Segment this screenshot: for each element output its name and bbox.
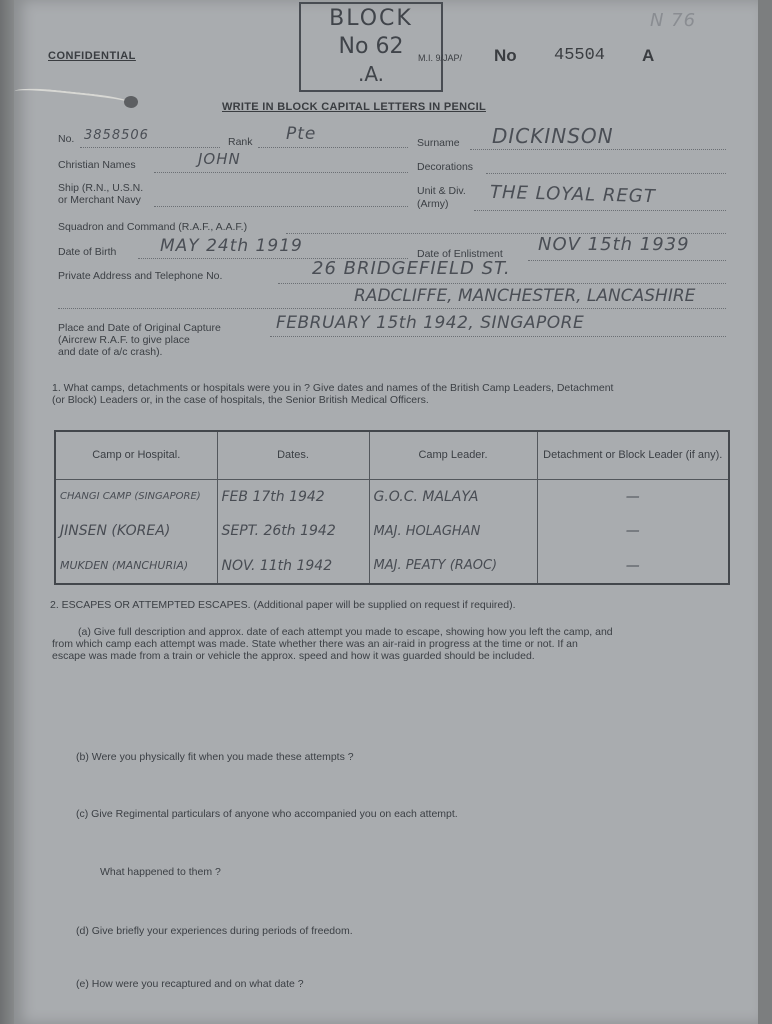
date-cell: SEPT. 26th 1942 — [217, 514, 369, 548]
unit-label-1: Unit & Div. — [417, 185, 466, 197]
rank-label: Rank — [228, 136, 253, 148]
enlistment-line — [528, 260, 726, 261]
address-label: Private Address and Telephone No. — [58, 270, 223, 282]
date-cell: FEB 17th 1942 — [217, 479, 369, 514]
corner-note: N 76 — [650, 10, 697, 31]
address-line-1 — [278, 283, 726, 284]
address-line-1-value: 26 BRIDGEFIELD ST. — [312, 258, 511, 279]
tag-string — [14, 86, 135, 112]
confidential-label: CONFIDENTIAL — [48, 50, 136, 62]
question-2e: (e) How were you recaptured and on what date ? — [76, 978, 304, 990]
rank-line — [258, 147, 408, 148]
stamp-letter: .A. — [357, 62, 385, 86]
column-header-camp: Camp or Hospital. — [55, 431, 217, 479]
block-capitals-instruction: WRITE IN BLOCK CAPITAL LETTERS IN PENCIL — [222, 101, 486, 113]
date-of-birth-label: Date of Birth — [58, 246, 117, 258]
block-stamp — [299, 2, 443, 92]
capture-label-1: Place and Date of Original Capture — [58, 322, 221, 334]
capture-line — [270, 336, 726, 337]
column-header-dates: Dates. — [217, 431, 369, 479]
form-number: 45504 — [554, 46, 606, 65]
question-2a-line-1: (a) Give full description and approx. date of each attempt you made to escape, showing how you left the camp, and — [78, 626, 613, 638]
table-header-row — [55, 431, 729, 479]
stamp-number: No 62 — [338, 34, 404, 59]
table-row — [55, 479, 729, 514]
service-number-label: No. — [58, 133, 75, 145]
camp-cell: JINSEN (KOREA) — [55, 514, 217, 548]
column-header-leader: Camp Leader. — [369, 431, 537, 479]
capture-value: FEBRUARY 15th 1942, SINGAPORE — [276, 313, 585, 333]
surname-label: Surname — [417, 137, 460, 149]
christian-names-value: JOHN — [198, 150, 241, 168]
surname-value: DICKINSON — [492, 124, 614, 148]
column-header-detachment: Detachment or Block Leader (if any). — [537, 431, 729, 479]
detachment-cell: — — [537, 479, 729, 514]
camps-table — [54, 430, 730, 585]
form-number-suffix: A — [642, 46, 655, 65]
enlistment-label: Date of Enlistment — [417, 248, 503, 260]
number-label: No — [494, 46, 517, 65]
question-2d: (d) Give briefly your experiences during periods of freedom. — [76, 925, 353, 937]
question-2a-line-3: escape was made from a train or vehicle the approx. speed and how it was guarded should be included. — [52, 650, 535, 662]
question-1-line-1: 1. What camps, detachments or hospitals were you in ? Give dates and names of the British Camp Leaders, Detachment — [52, 382, 614, 394]
decorations-line — [486, 173, 726, 174]
unit-line — [474, 210, 726, 211]
ship-line — [154, 206, 408, 207]
question-2c: (c) Give Regimental particulars of anyone who accompanied you on each attempt. — [76, 808, 458, 820]
address-line-2 — [58, 308, 726, 309]
leader-cell: MAJ. HOLAGHAN — [369, 514, 537, 548]
address-line-2-value: RADCLIFFE, MANCHESTER, LANCASHIRE — [354, 286, 696, 306]
table-row — [55, 514, 729, 548]
camp-cell: MUKDEN (MANCHURIA) — [55, 549, 217, 584]
decorations-label: Decorations — [417, 161, 474, 173]
tag-knot — [124, 96, 138, 108]
detachment-cell: — — [537, 514, 729, 548]
surname-line — [470, 149, 726, 150]
table-row — [55, 549, 729, 584]
date-of-birth-value: MAY 24th 1919 — [160, 236, 303, 256]
document-page — [14, 0, 758, 1024]
detachment-cell: — — [537, 549, 729, 584]
capture-label-2: (Aircrew R.A.F. to give place — [58, 334, 190, 346]
leader-cell: G.O.C. MALAYA — [369, 479, 537, 514]
section-2-title: 2. ESCAPES OR ATTEMPTED ESCAPES. (Additional paper will be supplied on request if required). — [50, 599, 516, 611]
unit-value: THE LOYAL REGT — [489, 181, 657, 208]
camp-cell: CHANGI CAMP (SINGAPORE) — [55, 479, 217, 514]
question-2b: (b) Were you physically fit when you made these attempts ? — [76, 751, 354, 763]
leader-cell: MAJ. PEATY (RAOC) — [369, 549, 537, 584]
question-2a-line-2: from which camp each attempt was made. State whether there was an air-raid in progress at the time or not. If an — [52, 638, 578, 650]
question-1-line-2: (or Block) Leaders or, in the case of hospitals, the Senior British Medical Officers. — [52, 394, 429, 406]
capture-label-3: and date of a/c crash). — [58, 346, 163, 358]
stamp-block: BLOCK — [329, 6, 413, 31]
enlistment-value: NOV 15th 1939 — [538, 234, 690, 255]
squadron-label: Squadron and Command (R.A.F., A.A.F.) — [58, 221, 248, 233]
unit-label-2: (Army) — [417, 198, 449, 210]
date-cell: NOV. 11th 1942 — [217, 549, 369, 584]
service-number-line — [80, 147, 220, 148]
ship-label-1: Ship (R.N., U.S.N. — [58, 182, 144, 194]
christian-names-label: Christian Names — [58, 159, 136, 171]
christian-names-line — [154, 172, 408, 173]
question-2c-follow-up: What happened to them ? — [100, 866, 221, 878]
form-code: M.I. 9/JAP/ — [418, 53, 463, 63]
rank-value: Pte — [286, 124, 317, 144]
ship-label-2: or Merchant Navy — [58, 194, 141, 206]
service-number-value: 3858506 — [84, 128, 149, 143]
